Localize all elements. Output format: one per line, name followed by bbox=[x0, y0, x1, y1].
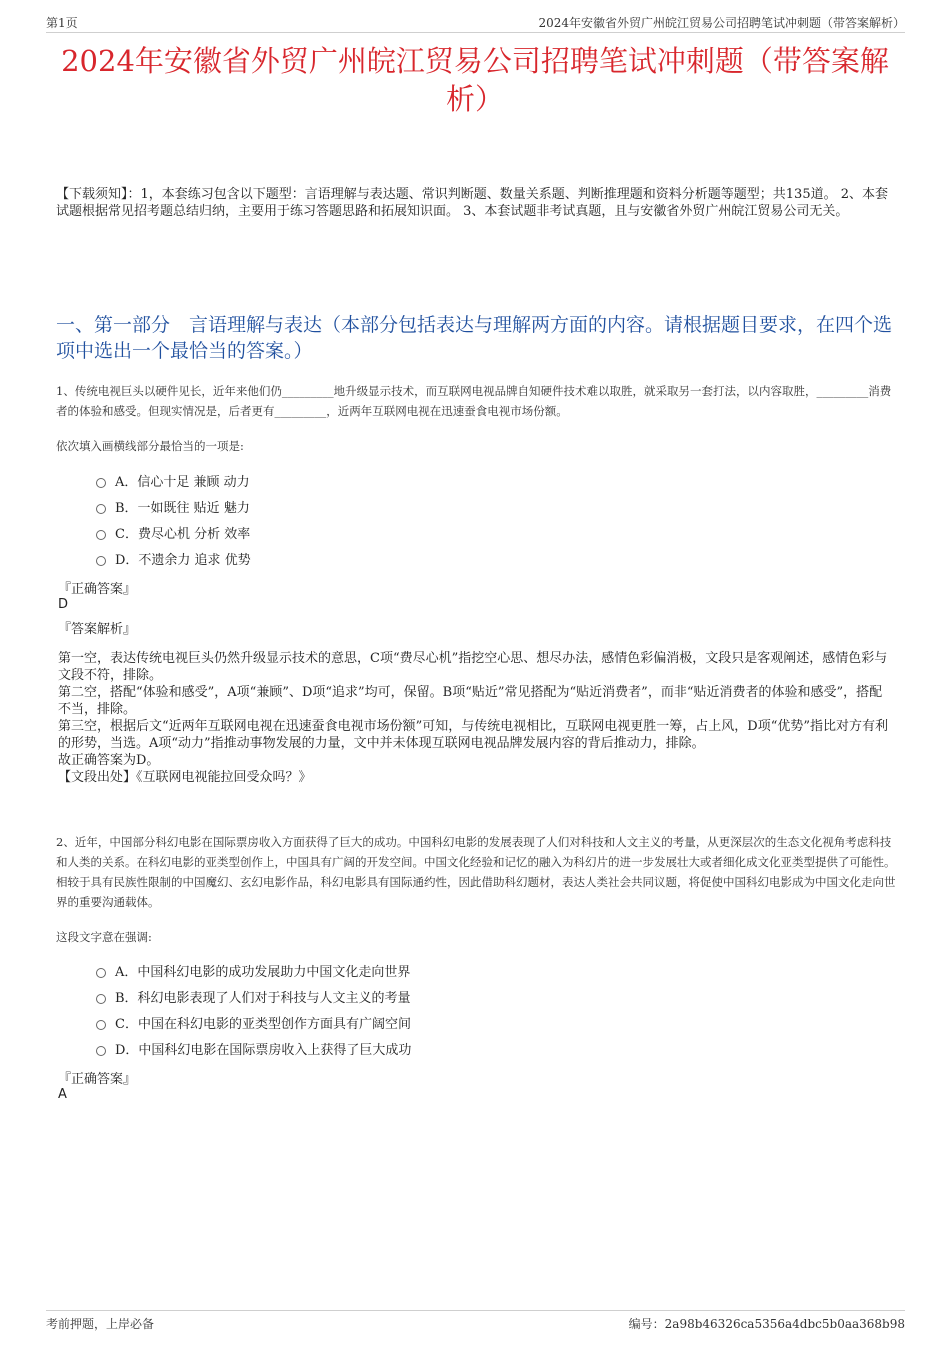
analysis-paragraph: 故正确答案为D。 bbox=[58, 753, 160, 768]
q1-answer: D bbox=[58, 597, 69, 612]
page-title: 2024年安徽省外贸广州皖江贸易公司招聘笔试冲刺题（带答案解析） bbox=[61, 44, 889, 116]
radio-icon[interactable] bbox=[96, 968, 106, 978]
radio-icon[interactable] bbox=[96, 478, 106, 488]
source-citation: 【文段出处】《互联网电视能拉回受众吗？》 bbox=[58, 770, 312, 785]
q1-option-c[interactable]: C．费尽心机 分析 效率 bbox=[96, 519, 251, 545]
radio-icon[interactable] bbox=[96, 994, 106, 1004]
page-header bbox=[46, 14, 905, 33]
analysis-paragraph: 第二空，搭配“体验和感受”，A项“兼顾”、D项“追求”均可，保留。B项“贴近”常见搭配为“贴近消费者”，而非“贴近消费者的体验和感受”，搭配不当，排除。 bbox=[58, 685, 883, 717]
page-number: 第1页 bbox=[46, 16, 78, 30]
radio-icon[interactable] bbox=[96, 530, 106, 540]
q2-answer: A bbox=[58, 1087, 67, 1102]
section-heading: 一、第一部分 言语理解与表达（本部分包括表达与理解两方面的内容。请根据题目要求，在四个选项中选出一个最恰当的答案。） bbox=[56, 314, 893, 362]
footer-serial: 编号：2a98b46326ca5356a4dbc5b0aa368b98 bbox=[628, 1317, 905, 1331]
radio-icon[interactable] bbox=[96, 1046, 106, 1056]
q2-option-c[interactable]: C．中国在科幻电影的亚类型创作方面具有广阔空间 bbox=[96, 1009, 411, 1035]
footer-slogan: 考前押题，上岸必备 bbox=[46, 1317, 155, 1331]
header-doc-title: 2024年安徽省外贸广州皖江贸易公司招聘笔试冲刺题（带答案解析） bbox=[538, 16, 905, 30]
q2-option-d[interactable]: D．中国科幻电影在国际票房收入上获得了巨大成功 bbox=[96, 1035, 411, 1061]
q1-options bbox=[96, 467, 251, 571]
q2-option-a[interactable]: A．中国科幻电影的成功发展助力中国文化走向世界 bbox=[96, 957, 411, 983]
q2-stem: 2、近年，中国部分科幻电影在国际票房收入方面获得了巨大的成功。中国科幻电影的发展表现了人们对科技和人文主义的考量，从更深层次的生态文化视角考虑科技和人类的关系。在科幻电影的亚类型创作上，中国具有广阔的开发空间。中国文化经验和记忆的融入为科幻片的进一步发展壮大或者细化成文化亚类型提供了可能性。相较于具有民族性限制的中国魔幻、玄幻电影作品，科幻电影具有国际通约性，因此借助科幻题材，表达人类社会共同议题，将促使中国科幻电影成为中国文化走向世界的重要沟通载体。 bbox=[56, 835, 896, 909]
q1-analysis bbox=[58, 650, 894, 786]
q2-option-b[interactable]: B．科幻电影表现了人们对于科技与人文主义的考量 bbox=[96, 983, 411, 1009]
page-footer bbox=[46, 1310, 905, 1333]
q1-option-a[interactable]: A．信心十足 兼顾 动力 bbox=[96, 467, 251, 493]
radio-icon[interactable] bbox=[96, 504, 106, 514]
q1-option-d[interactable]: D．不遗余力 追求 优势 bbox=[96, 545, 251, 571]
q1-answer-label: 『正确答案』 bbox=[58, 582, 137, 597]
q2-answer-label: 『正确答案』 bbox=[58, 1072, 137, 1087]
radio-icon[interactable] bbox=[96, 556, 106, 566]
q1-analysis-label: 『答案解析』 bbox=[58, 622, 137, 637]
download-notice: 【下载须知】：1，本套练习包含以下题型：言语理解与表达题、常识判断题、数量关系题、判断推理题和资料分析题等题型；共135道。 2、本套试题根据常见招考题总结归纳，主要用于练习答题思路和拓展知识面。 3、本套试题非考试真题，且与安徽省外贸广州皖江贸易公司无关。 bbox=[56, 187, 888, 219]
analysis-paragraph: 第一空，表达传统电视巨头仍然升级显示技术的意思，C项“费尽心机”指挖空心思、想尽办法，感情色彩偏消极，文段只是客观阐述，感情色彩与文段不符，排除。 bbox=[58, 651, 888, 683]
q1-prompt: 依次填入画横线部分最恰当的一项是: bbox=[56, 439, 244, 453]
q2-prompt: 这段文字意在强调: bbox=[56, 930, 152, 944]
q2-options bbox=[96, 957, 411, 1061]
analysis-paragraph: 第三空，根据后文“近两年互联网电视在迅速蚕食电视市场份额”可知，与传统电视相比，互联网电视更胜一筹，占上风，D项“优势”指比对方有利的形势，当选。A项“动力”指推动事物发展的力量，文中并未体现互联网电视品牌发展内容的背后推动力，排除。 bbox=[58, 719, 889, 751]
q1-option-b[interactable]: B．一如既往 贴近 魅力 bbox=[96, 493, 251, 519]
q1-stem: 1、传统电视巨头以硬件见长，近年来他们仍_________地升级显示技术，而互联网电视品牌自知硬件技术难以取胜，就采取另一套打法，以内容取胜，_________消费者的体验和感受。但现实情况是，后者更有_________，近两年互联网电视在迅速蚕食电视市场份额。 bbox=[56, 384, 892, 418]
radio-icon[interactable] bbox=[96, 1020, 106, 1030]
